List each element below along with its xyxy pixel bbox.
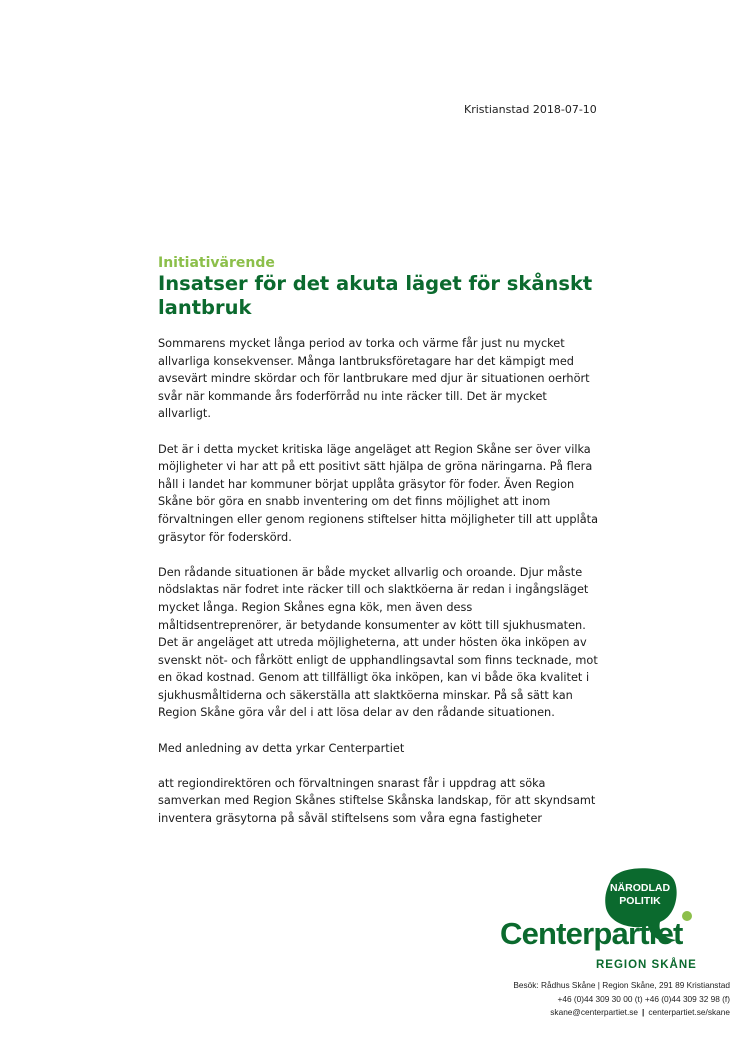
contact-separator: | <box>642 1007 645 1017</box>
badge-line-2: POLITIK <box>619 895 661 907</box>
footer-contact <box>470 979 730 1020</box>
contact-web-line <box>470 1006 730 1020</box>
logo-region: REGION SKÅNE <box>596 959 697 971</box>
contact-website[interactable]: centerpartiet.se/skane <box>648 1007 730 1017</box>
paragraph-motion-intro: Med anledning av detta yrkar Centerpartiet <box>158 741 405 755</box>
document-body <box>158 335 598 845</box>
paragraph-2: Det är i detta mycket kritiska läge angeläget att Region Skåne ser över vilka möjligheter vi har att på ett positivt sätt hjälpa de gröna näringarna. På flera håll i landet har kommuner börjat upplåta gräsytor för foder. Även Region Skåne bör göra en snabb inventering om det finns möjlighet att inom förvaltningen eller genom regionens stiftelser hitta möjligheter till att upplåta gräsytor för foderskörd. <box>158 442 598 544</box>
paragraph-3: Den rådande situationen är både mycket allvarlig och oroande. Djur måste nödslaktas när fodret inte räcker till och slaktköerna är redan i ingångsläget mycket långa. Region Skånes egna kök, men även dess måltidsentreprenörer, är betydande konsumenter av kött till sjukhusmaten. Det är angeläget att utreda möjligheterna, att under hösten öka inköpen av svenskt nöt- och fårkött enligt de upphandlingsavtal som finns tecknade, mot en ökad kostnad. Genom att tillfälligt öka inköpen, kan vi både öka kvalitet i sjukhusmåltiderna och säkerställa att slaktköerna minskar. På så sätt kan Region Skåne göra vår del i att lösa delar av den rådande situationen. <box>158 565 598 720</box>
document-kicker: Initiativärende <box>158 255 275 271</box>
paragraph-motion-att: att regiondirektören och förvaltningen snarast får i uppdrag att söka samverkan med Region Skånes stiftelse Skånska landskap, för att skyndsamt inventera gräsytorna på såväl stiftelsens som våra egna fastigheter <box>158 776 596 826</box>
document-date: Kristianstad 2018-07-10 <box>464 103 597 116</box>
logo-name: Centerpartiet <box>500 916 683 951</box>
document-title: Insatser för det akuta läget för skånskt lantbruk <box>158 272 593 319</box>
contact-phones: +46 (0)44 309 30 00 (t) +46 (0)44 309 32 98 (f) <box>557 993 730 1004</box>
contact-email[interactable]: skane@centerpartiet.se <box>550 1007 639 1017</box>
paragraph-1: Sommarens mycket långa period av torka och värme får just nu mycket allvarliga konsekvenser. Många lantbruksföretagare har det kämpigt med avsevärt mindre skördar och för lantbrukare med djur är situationen oerhört svår när kommande års foderförråd nu inte räcker till. Det är mycket allvarligt. <box>158 337 590 421</box>
badge-line-1: NÄRODLAD <box>609 882 671 894</box>
contact-address: Besök: Rådhus Skåne | Region Skåne, 291 89 Kristianstad <box>513 980 730 990</box>
